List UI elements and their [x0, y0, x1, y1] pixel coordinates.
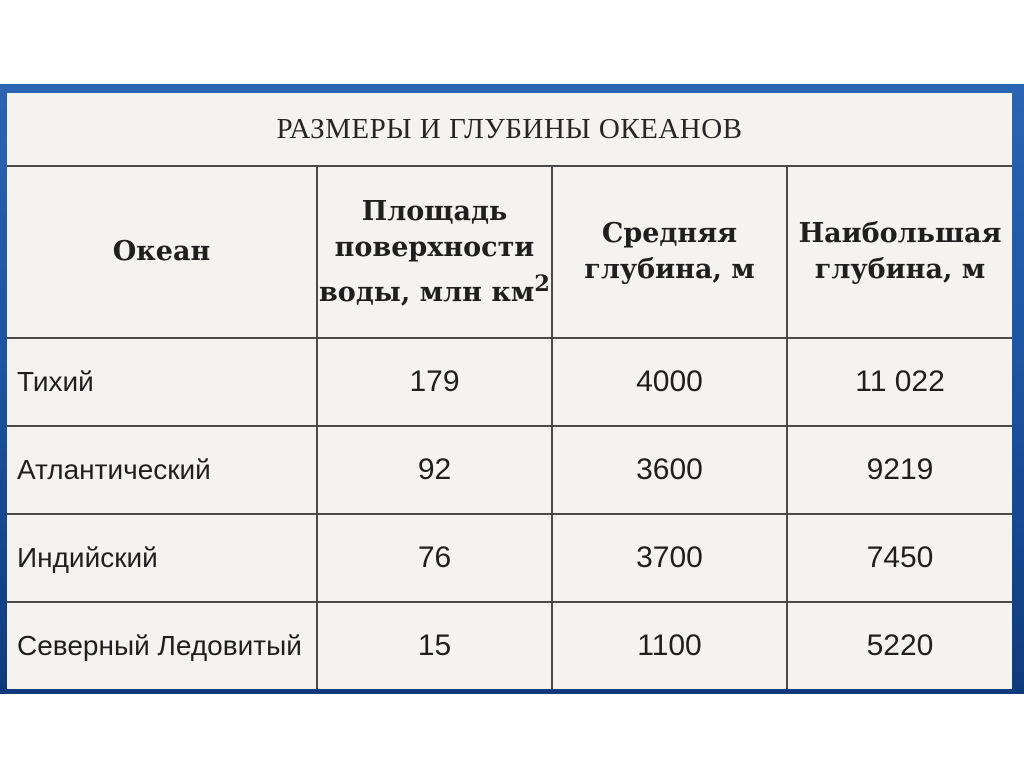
cell-ocean: Индийский: [7, 514, 317, 602]
header-area-sup: 2: [534, 270, 550, 297]
table-row: [7, 426, 1012, 514]
header-avg-depth: [552, 166, 787, 338]
cell-avg-depth: 3700: [552, 514, 787, 602]
cell-avg-depth: 3600: [552, 426, 787, 514]
header-avg-line1: Средняя: [601, 218, 738, 249]
header-area: [317, 166, 552, 338]
header-row: [7, 166, 1012, 338]
header-max-depth: [787, 166, 1012, 338]
header-area-line1: Площадь: [361, 195, 508, 227]
header-max-line1: Наибольшая: [798, 218, 1002, 249]
cell-area: 76: [317, 514, 552, 602]
header-avg-line2: глубина, м: [584, 254, 755, 285]
cell-ocean: Тихий: [7, 338, 317, 426]
header-ocean: Океан: [7, 166, 317, 338]
table-document: [7, 93, 1012, 689]
header-area-line2: поверхности: [334, 231, 535, 263]
cell-area: 15: [317, 602, 552, 689]
header-area-line3: воды, млн км: [319, 276, 535, 308]
table-title: РАЗМЕРЫ И ГЛУБИНЫ ОКЕАНОВ: [276, 112, 743, 145]
ocean-table: [7, 165, 1012, 689]
cell-ocean: Северный Ледовитый: [7, 602, 317, 689]
cell-ocean: Атлантический: [7, 426, 317, 514]
cell-max-depth: 11 022: [787, 338, 1012, 426]
table-row: [7, 338, 1012, 426]
header-max-line2: глубина, м: [814, 254, 986, 285]
table-row: [7, 602, 1012, 689]
cell-avg-depth: 4000: [552, 338, 787, 426]
cell-area: 179: [317, 338, 552, 426]
cell-max-depth: 9219: [787, 426, 1012, 514]
cell-area: 92: [317, 426, 552, 514]
cell-max-depth: 7450: [787, 514, 1012, 602]
cell-max-depth: 5220: [787, 602, 1012, 689]
table-row: [7, 514, 1012, 602]
cell-avg-depth: 1100: [552, 602, 787, 689]
